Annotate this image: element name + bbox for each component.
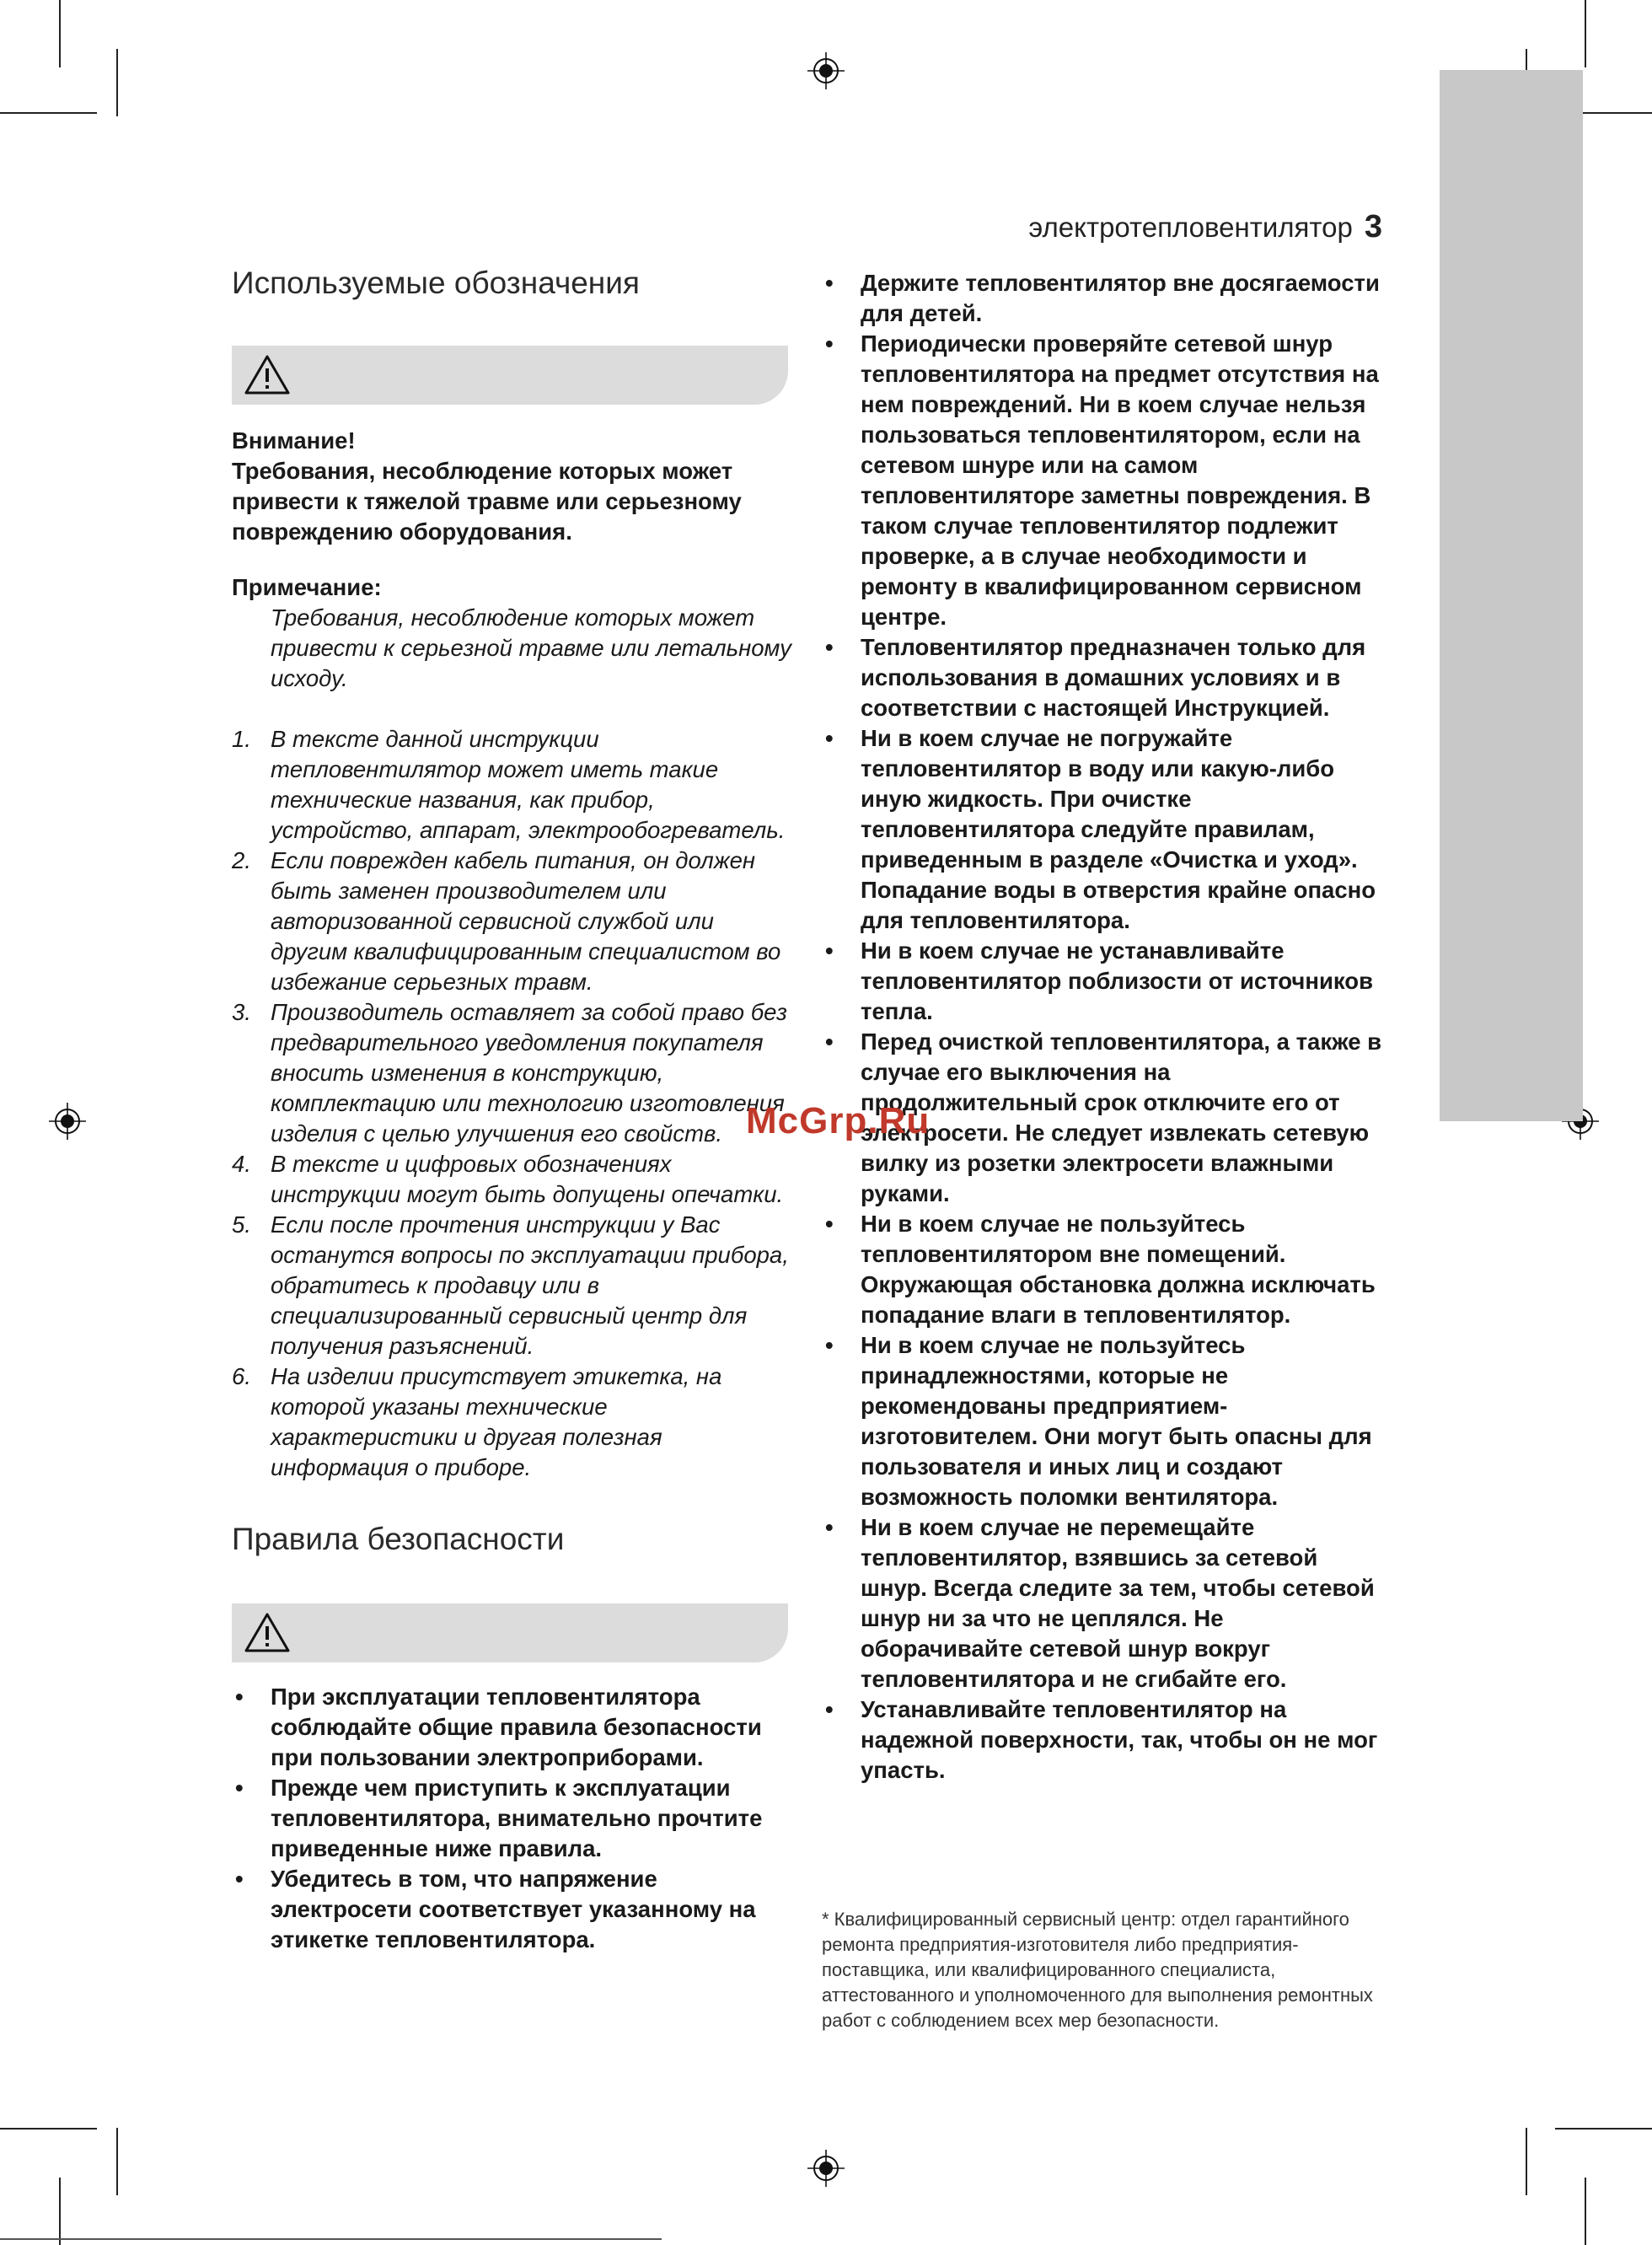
list-item: • Ни в коем случае не устанавливайте тепловентилятор поблизости от источников тепла.	[822, 936, 1382, 1027]
crop-mark	[1555, 2128, 1652, 2130]
warning-bar	[232, 346, 788, 405]
safety-section	[232, 1522, 788, 1557]
registration-mark-icon	[807, 52, 845, 89]
note-label: Примечание:	[232, 574, 382, 600]
crop-mark	[59, 2178, 61, 2245]
crop-mark	[1526, 2128, 1527, 2195]
list-item: • Ни в коем случае не пользуйтесь принадлежностями, которые не рекомендованы предприятием-изготовителем. Они могут быть опасны для пользователя и иных лиц и создают возможность поломки вентилятора.	[822, 1330, 1382, 1512]
list-item: 1. В тексте данной инструкции тепловентилятор может иметь такие технические названия, как прибор, устройство, аппарат, электрообогреватель.	[232, 726, 786, 843]
note-text: Требования, несоблюдение которых может привести к серьезной травме или летальному исходу.	[271, 604, 791, 691]
running-header	[1028, 209, 1382, 245]
footnote: * Квалифицированный сервисный центр: отдел гарантийного ремонта предприятия-изготовителя либо предприятия-поставщика, или квалифицированного специалиста, аттестованного и уполномоченного для выполнения ремонтных работ с соблюдением всех мер безопасности.	[822, 1909, 1373, 2031]
crop-mark	[59, 0, 61, 67]
warning-triangle-icon	[244, 354, 291, 396]
crop-mark	[0, 112, 97, 114]
crop-mark	[116, 2128, 118, 2195]
list-item: 4. В тексте и цифровых обозначениях инструкции могут быть допущены опечатки.	[232, 1151, 784, 1207]
page-number: 3	[1364, 209, 1382, 244]
list-item: • Периодически проверяйте сетевой шнур тепловентилятора на предмет отсутствия на нем повреждений. Ни в коем случае нельзя пользоваться тепловентилятором, если на сетевом шнуре или на самом тепловентиляторе заметны повреждения. В таком случае тепловентилятор подлежит проверке, а в случае необходимости и ремонту в квалифицированном сервисном центре.	[822, 329, 1382, 632]
safety-bullets-left	[232, 1682, 796, 1955]
registration-mark-icon	[807, 2150, 845, 2187]
symbols-content	[232, 426, 796, 1483]
warning-triangle-icon	[244, 1612, 291, 1654]
list-item: • Ни в коем случае не пользуйтесь тепловентилятором вне помещений. Окружающая обстановка должна исключать попадание влаги в тепловентилятор.	[822, 1209, 1382, 1330]
left-column	[232, 266, 788, 301]
list-item: • Держите тепловентилятор вне досягаемости для детей.	[822, 268, 1382, 329]
list-item: • Тепловентилятор предназначен только для использования в домашних условиях и в соответствии с настоящей Инструкцией.	[822, 632, 1382, 723]
bullet-list	[232, 1682, 796, 1955]
numbered-list	[232, 724, 796, 1483]
list-item: 2. Если поврежден кабель питания, он должен быть заменен производителем или авторизованной сервисной службой или другим квалифицированным специалистом во избежание серьезных травм.	[232, 847, 781, 995]
watermark: McGrp.Ru	[746, 1100, 931, 1141]
list-item: • Ни в коем случае не погружайте тепловентилятор в воду или какую-либо иную жидкость. При очистке тепловентилятора следуйте правилам, приведенным в разделе «Очистка и уход». Попадание воды в отверстия крайне опасно для тепловентилятора.	[822, 723, 1382, 936]
attention-label: Внимание!	[232, 427, 356, 454]
right-column	[822, 268, 1382, 1786]
warning-bar	[232, 1603, 788, 1662]
side-tab	[1440, 70, 1583, 1121]
list-item: • Ни в коем случае не перемещайте тепловентилятор, взявшись за сетевой шнур. Всегда следите за тем, чтобы сетевой шнур ни за что не цеплялся. Не оборачивайте сетевой шнур вокруг тепловентилятора и не сгибайте его.	[822, 1512, 1382, 1694]
section-title-symbols: Используемые обозначения	[232, 266, 640, 300]
list-item: • При эксплуатации тепловентилятора соблюдайте общие правила безопасности при пользовании электроприборами.	[232, 1682, 796, 1773]
list-item: 3. Производитель оставляет за собой право без предварительного уведомления покупателя вносить изменения в конструкцию, комплектацию или технологию изготовления изделия с целью улучшения его свойств.	[232, 999, 787, 1147]
list-item: • Устанавливайте тепловентилятор на надежной поверхности, так, чтобы он не мог упасть.	[822, 1694, 1382, 1786]
header-title: электротепловентилятор	[1028, 212, 1353, 243]
registration-mark-icon	[49, 1103, 86, 1140]
list-item: 5. Если после прочтения инструкции у Вас останутся вопросы по эксплуатации прибора, обратитесь к продавцу или в специализированный сервисный центр для получения разъяснений.	[232, 1211, 789, 1359]
list-item: • Убедитесь в том, что напряжение электросети соответствует указанному на этикетке тепловентилятора.	[232, 1864, 796, 1955]
bottom-rule	[0, 2238, 662, 2240]
crop-mark	[1585, 2178, 1586, 2245]
section-title-safety: Правила безопасности	[232, 1522, 565, 1556]
attention-text: Требования, несоблюдение которых может привести к тяжелой травме или серьезному повреждению оборудования.	[232, 458, 742, 545]
list-item: • Перед очисткой тепловентилятора, а также в случае его выключения на продолжительный срок отключите его от электросети. Не следует извлекать сетевую вилку из розетки электросети влажными руками.	[822, 1027, 1382, 1209]
crop-mark	[0, 2128, 97, 2130]
bullet-list	[822, 268, 1382, 1786]
list-item: • Прежде чем приступить к эксплуатации тепловентилятора, внимательно прочтите приведенные ниже правила.	[232, 1773, 796, 1864]
list-item: 6. На изделии присутствует этикетка, на которой указаны технические характеристики и другая полезная информация о приборе.	[232, 1363, 722, 1480]
crop-mark	[1585, 0, 1586, 67]
crop-mark	[116, 49, 118, 116]
